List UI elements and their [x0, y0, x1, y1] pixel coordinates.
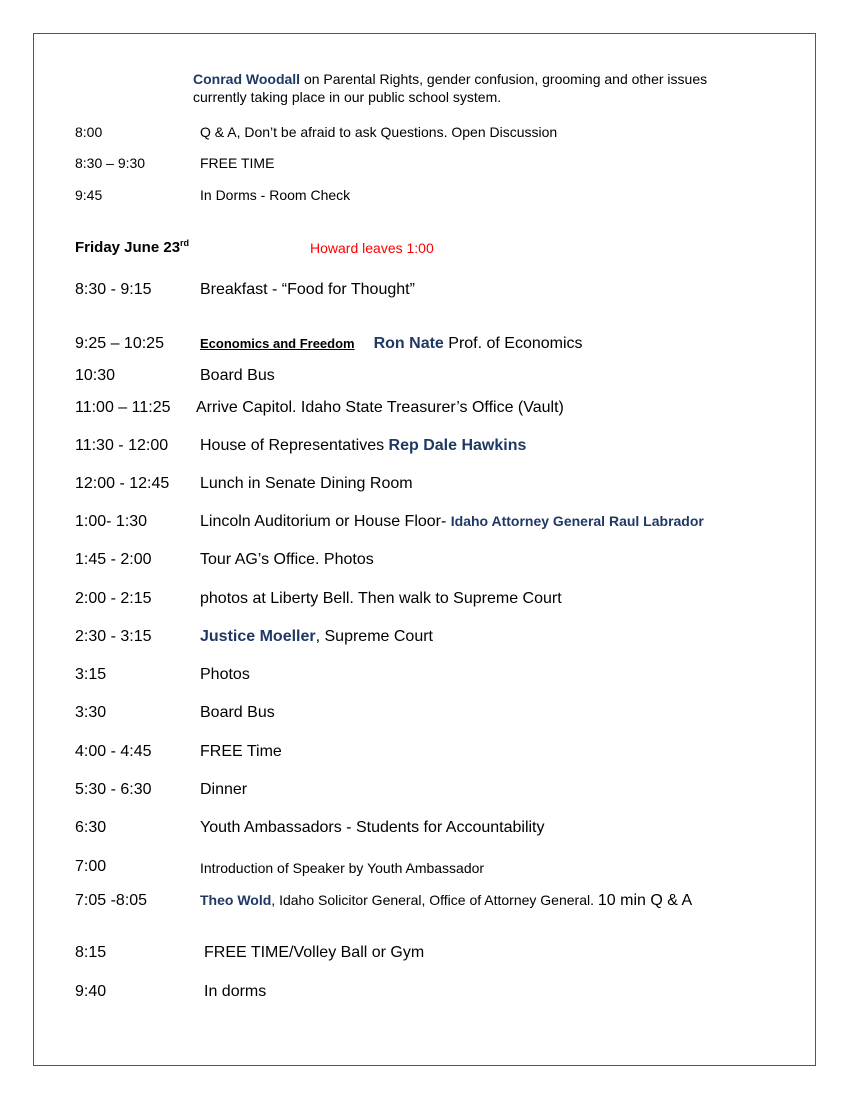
- time-tour: 1:45 - 2:00: [75, 551, 152, 568]
- desc-theo: [200, 892, 692, 910]
- time-lincoln: 1:00- 1:30: [75, 513, 148, 530]
- time-theo: 7:05 -8:05: [75, 892, 148, 909]
- desc-bus1: Board Bus: [200, 367, 275, 384]
- economics-speaker: Ron Nate: [373, 335, 444, 352]
- desc-dorms: In dorms: [204, 983, 267, 1000]
- intro-speaker: Conrad Woodall: [193, 71, 301, 87]
- time-8-00: 8:00: [75, 124, 103, 140]
- theo-desc: , Idaho Solicitor General, Office of Attorney General.: [271, 892, 598, 908]
- desc-intro-speaker: Introduction of Speaker by Youth Ambassador: [200, 860, 485, 876]
- desc-capitol: Arrive Capitol. Idaho State Treasurer’s Office (Vault): [196, 399, 564, 416]
- friday-heading: [75, 238, 189, 256]
- friday-heading-sup: rd: [180, 238, 190, 248]
- desc-breakfast: Breakfast - “Food for Thought”: [200, 281, 415, 298]
- time-economics: 9:25 – 10:25: [75, 335, 164, 352]
- lincoln-speaker: Idaho Attorney General Raul Labrador: [450, 513, 704, 529]
- desc-qa: Q & A, Don’t be afraid to ask Questions. Open Discussion: [200, 124, 558, 140]
- desc-justice: [200, 628, 433, 646]
- desc-bus2: Board Bus: [200, 704, 275, 721]
- time-9-45: 9:45: [75, 187, 103, 203]
- time-liberty: 2:00 - 2:15: [75, 590, 152, 607]
- desc-dinner: Dinner: [200, 781, 248, 798]
- desc-house: [200, 437, 526, 455]
- friday-heading-text: Friday June 23: [75, 239, 181, 256]
- time-justice: 2:30 - 3:15: [75, 628, 152, 645]
- intro-text: on Parental Rights, gender confusion, grooming and other issues currently taking place in our public school system.: [193, 71, 708, 105]
- house-desc: House of Representatives: [200, 437, 389, 454]
- time-youth: 6:30: [75, 819, 107, 836]
- lincoln-desc: Lincoln Auditorium or House Floor-: [200, 513, 451, 530]
- theo-qa: 10 min Q & A: [597, 892, 693, 909]
- time-dinner: 5:30 - 6:30: [75, 781, 152, 798]
- time-volley: 8:15: [75, 944, 107, 961]
- time-house: 11:30 - 12:00: [75, 437, 169, 454]
- desc-youth: Youth Ambassadors - Students for Accountability: [200, 819, 545, 836]
- time-dorms: 9:40: [75, 983, 107, 1000]
- house-speaker: Rep Dale Hawkins: [388, 437, 527, 454]
- desc-lunch: Lunch in Senate Dining Room: [200, 475, 413, 492]
- desc-volley: FREE TIME/Volley Ball or Gym: [204, 944, 425, 961]
- desc-liberty: photos at Liberty Bell. Then walk to Supreme Court: [200, 590, 562, 607]
- howard-note: Howard leaves 1:00: [310, 240, 434, 256]
- desc-room-check: In Dorms - Room Check: [200, 187, 351, 203]
- time-lunch: 12:00 - 12:45: [75, 475, 170, 492]
- justice-desc: , Supreme Court: [315, 628, 433, 645]
- time-bus2: 3:30: [75, 704, 107, 721]
- time-capitol: 11:00 – 11:25: [75, 399, 171, 416]
- justice-speaker: Justice Moeller: [200, 628, 316, 645]
- time-breakfast: 8:30 - 9:15: [75, 281, 152, 298]
- page-border: [33, 33, 816, 1066]
- time-8-30: 8:30 – 9:30: [75, 155, 146, 171]
- intro-paragraph: [193, 70, 753, 106]
- time-intro-speaker: 7:00: [75, 858, 107, 875]
- theo-speaker: Theo Wold: [200, 892, 272, 908]
- time-free: 4:00 - 4:45: [75, 743, 152, 760]
- time-photos: 3:15: [75, 666, 107, 683]
- desc-tour: Tour AG’s Office. Photos: [200, 551, 374, 568]
- desc-free: FREE Time: [200, 743, 282, 760]
- desc-free-time: FREE TIME: [200, 155, 275, 171]
- desc-photos: Photos: [200, 666, 250, 683]
- time-bus1: 10:30: [75, 367, 116, 384]
- economics-desc: Prof. of Economics: [443, 335, 583, 352]
- economics-topic: Economics and Freedom: [200, 336, 355, 351]
- desc-economics: [200, 335, 583, 353]
- desc-lincoln: [200, 513, 704, 531]
